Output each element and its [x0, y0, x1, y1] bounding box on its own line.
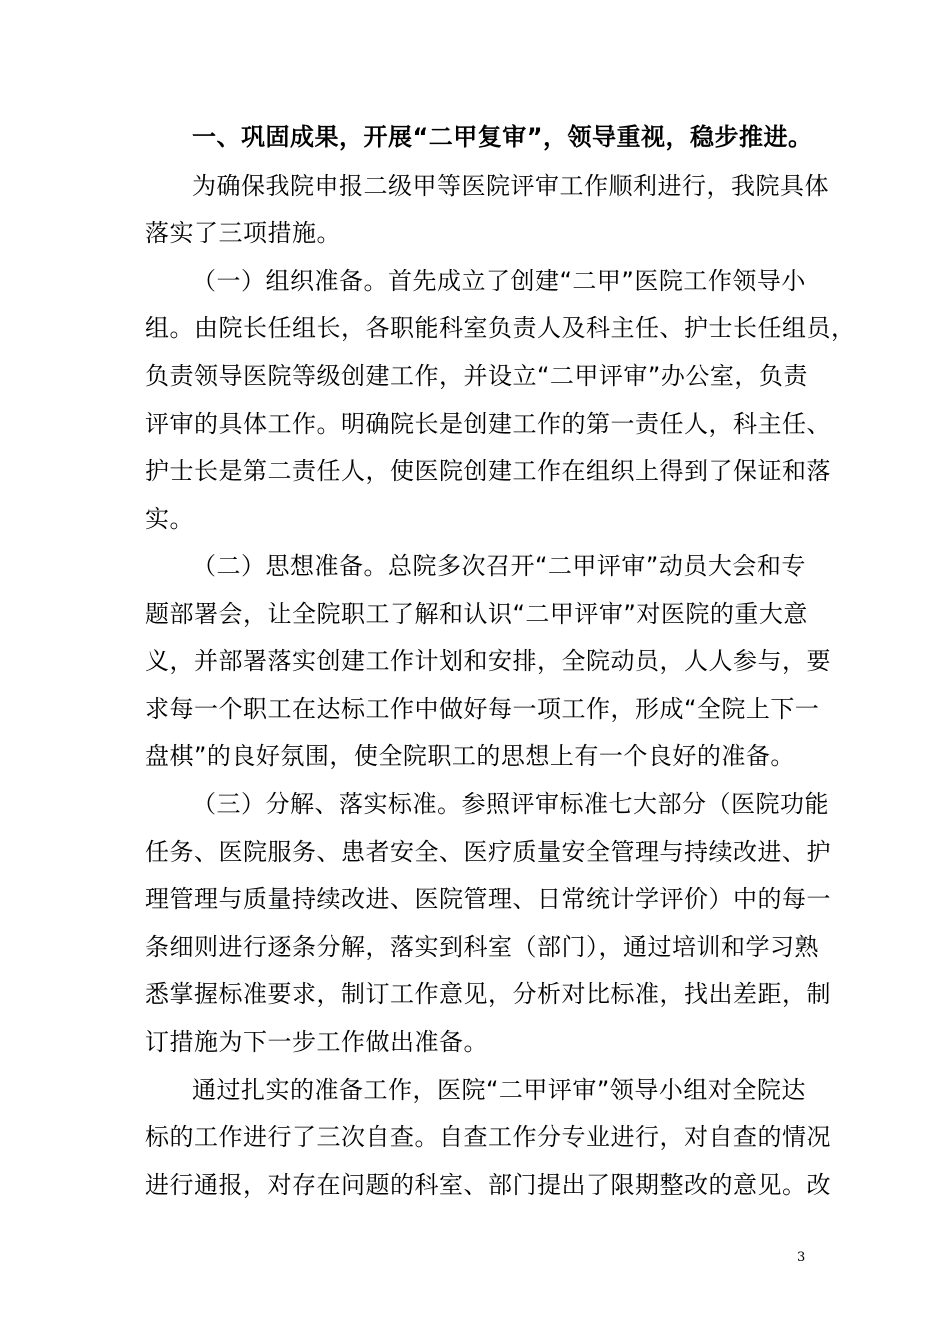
paragraph-line: 实。	[145, 505, 194, 533]
paragraph-line: 通过扎实的准备工作，医院“二甲评审”领导小组对全院达	[192, 1076, 806, 1104]
paragraph-line: 题部署会，让全院职工了解和认识“二甲评审”对医院的重大意	[145, 600, 808, 628]
paragraph-line: 任务、医院服务、患者安全、医疗质量安全管理与持续改进、护	[145, 838, 831, 866]
paragraph-line: 义，并部署落实创建工作计划和安排，全院动员，人人参与，要	[145, 647, 831, 675]
paragraph-line: （二）思想准备。总院多次召开“二甲评审”动员大会和专	[192, 552, 806, 580]
paragraph-line: 条细则进行逐条分解，落实到科室（部门），通过培训和学习熟	[145, 933, 819, 961]
paragraph-line: 落实了三项措施。	[145, 219, 341, 247]
paragraph-line: 为确保我院申报二级甲等医院评审工作顺利进行，我院具体	[192, 172, 829, 200]
paragraph-line: 理管理与质量持续改进、医院管理、日常统计学评价）中的每一	[145, 885, 831, 913]
paragraph-line: 盘棋”的良好氛围，使全院职工的思想上有一个良好的准备。	[145, 742, 795, 770]
paragraph-line: （一）组织准备。首先成立了创建“二甲”医院工作领导小	[192, 267, 806, 295]
paragraph-line: 求每一个职工在达标工作中做好每一项工作，形成“全院上下一	[145, 695, 820, 723]
section-heading: 一、巩固成果，开展“二甲复审”，领导重视，稳步推进。	[192, 123, 813, 151]
paragraph-line: 组。由院长任组长，各职能科室负责人及科主任、护士长任组员，	[145, 314, 856, 342]
paragraph-line: 标的工作进行了三次自查。自查工作分专业进行，对自查的情况	[145, 1123, 831, 1151]
paragraph-line: 负责领导医院等级创建工作，并设立“二甲评审”办公室，负责	[145, 362, 808, 390]
paragraph-line: 订措施为下一步工作做出准备。	[145, 1028, 488, 1056]
paragraph-line: 进行通报，对存在问题的科室、部门提出了限期整改的意见。改	[145, 1171, 831, 1199]
paragraph-line: （三）分解、落实标准。参照评审标准七大部分（医院功能	[192, 790, 829, 818]
paragraph-line: 评审的具体工作。明确院长是创建工作的第一责任人，科主任、	[145, 410, 831, 438]
paragraph-line: 护士长是第二责任人，使医院创建工作在组织上得到了保证和落	[145, 457, 831, 485]
paragraph-line: 悉掌握标准要求，制订工作意见，分析对比标准，找出差距，制	[145, 980, 831, 1008]
page-number: 3	[797, 1250, 806, 1265]
